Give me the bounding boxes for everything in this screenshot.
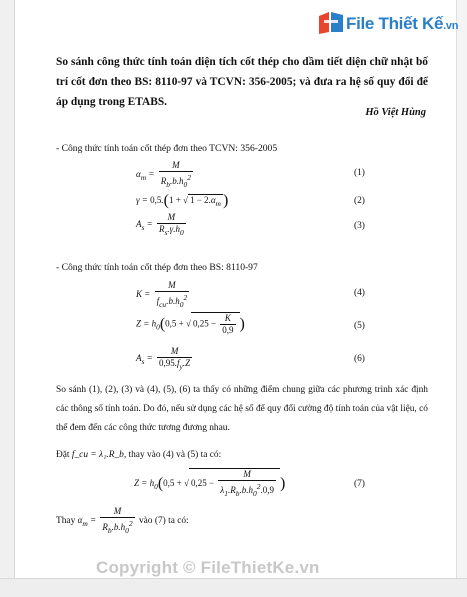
equation-4: K = $\frac{M}{f_{cu}.b.h_0^2}$ (136, 280, 188, 309)
set-expression: f_cu = λ₁.R_b (71, 450, 124, 460)
equation-6: $A_s$ = $\frac{M}{0,95.f_y.Z}$ (136, 346, 191, 371)
equation-3: $A_s$ = $\frac{M}{R_s.\gamma.h_0}$ (136, 212, 184, 237)
equation-7: $Z = h_0(0,5$ + √ 0,25 − $\frac{M}{\lambda_1.R_b.b.h_0^2.0,9}$ ) (134, 469, 286, 498)
equation-number-7: (7) (354, 479, 365, 489)
section-heading-tcvn: - Công thức tính toán cốt thép đơn theo TCVN: 356-2005 (56, 143, 278, 154)
comparison-paragraph: So sánh (1), (2), (3) và (4), (5), (6) ta thấy có những điểm chung giữa các phương trình xác định các thông số tính toán. Do đó, nếu sử dụng các hệ số để quy đổi cường độ tính toán của vật liệu, có thể đem đến các công thức tương đương nhau. (56, 385, 428, 433)
equation-number-1: (1) (354, 168, 365, 178)
last-suffix: vào (7) ta có: (138, 515, 189, 526)
document-title: So sánh công thức tính toán diện tích cốt thép cho dầm tiết diện chữ nhật bố trí cốt đơn theo BS: 8110-97 và TCVN: 356-2005; và đưa ra hệ số quy đổi để áp dụng trong ETABS. (56, 56, 428, 108)
site-logo[interactable] (316, 10, 462, 36)
equation-number-3: (3) (354, 221, 365, 231)
set-prefix: Đặt (56, 450, 70, 460)
set-suffix: , thay vào (4) và (5) ta có: (123, 450, 222, 460)
logo-tld: .vn (443, 20, 459, 32)
section-heading-bs: - Công thức tính toán cốt thép đơn theo BS: 8110-97 (56, 262, 258, 273)
alpha-m-expression: $\alpha_m$ = $\frac{M}{R_b.b.h_0^2}$ (77, 506, 133, 535)
equation-number-5: (5) (354, 321, 365, 331)
substitution-line (56, 446, 428, 465)
equation-5: $Z = h_0(0,5$ + √ 0,25 − $\frac{K}{0,9}$ ) (136, 313, 245, 335)
equation-number-2: (2) (354, 196, 365, 206)
equation-2: γ = 0,5.(1 + √ $1 - 2.\alpha_m$ ) (136, 192, 229, 209)
copyright-watermark: Copyright © FileThietKe.vn (96, 558, 320, 577)
equation-1: $\alpha_m$ = $\frac{M}{R_b.b.h_0^2}$ (136, 160, 191, 189)
page-margin-left (0, 0, 15, 597)
equation-number-6: (6) (354, 354, 365, 364)
page-margin-bottom (0, 578, 467, 597)
document-author: Hồ Việt Hùng (365, 107, 426, 118)
final-substitution-line (56, 506, 428, 536)
page-margin-right (456, 0, 467, 597)
last-prefix: Thay (56, 515, 76, 526)
equation-number-4: (4) (354, 288, 365, 298)
logo-mark-icon (316, 10, 346, 36)
logo-text: File Thiết Kế.vn (346, 14, 459, 33)
